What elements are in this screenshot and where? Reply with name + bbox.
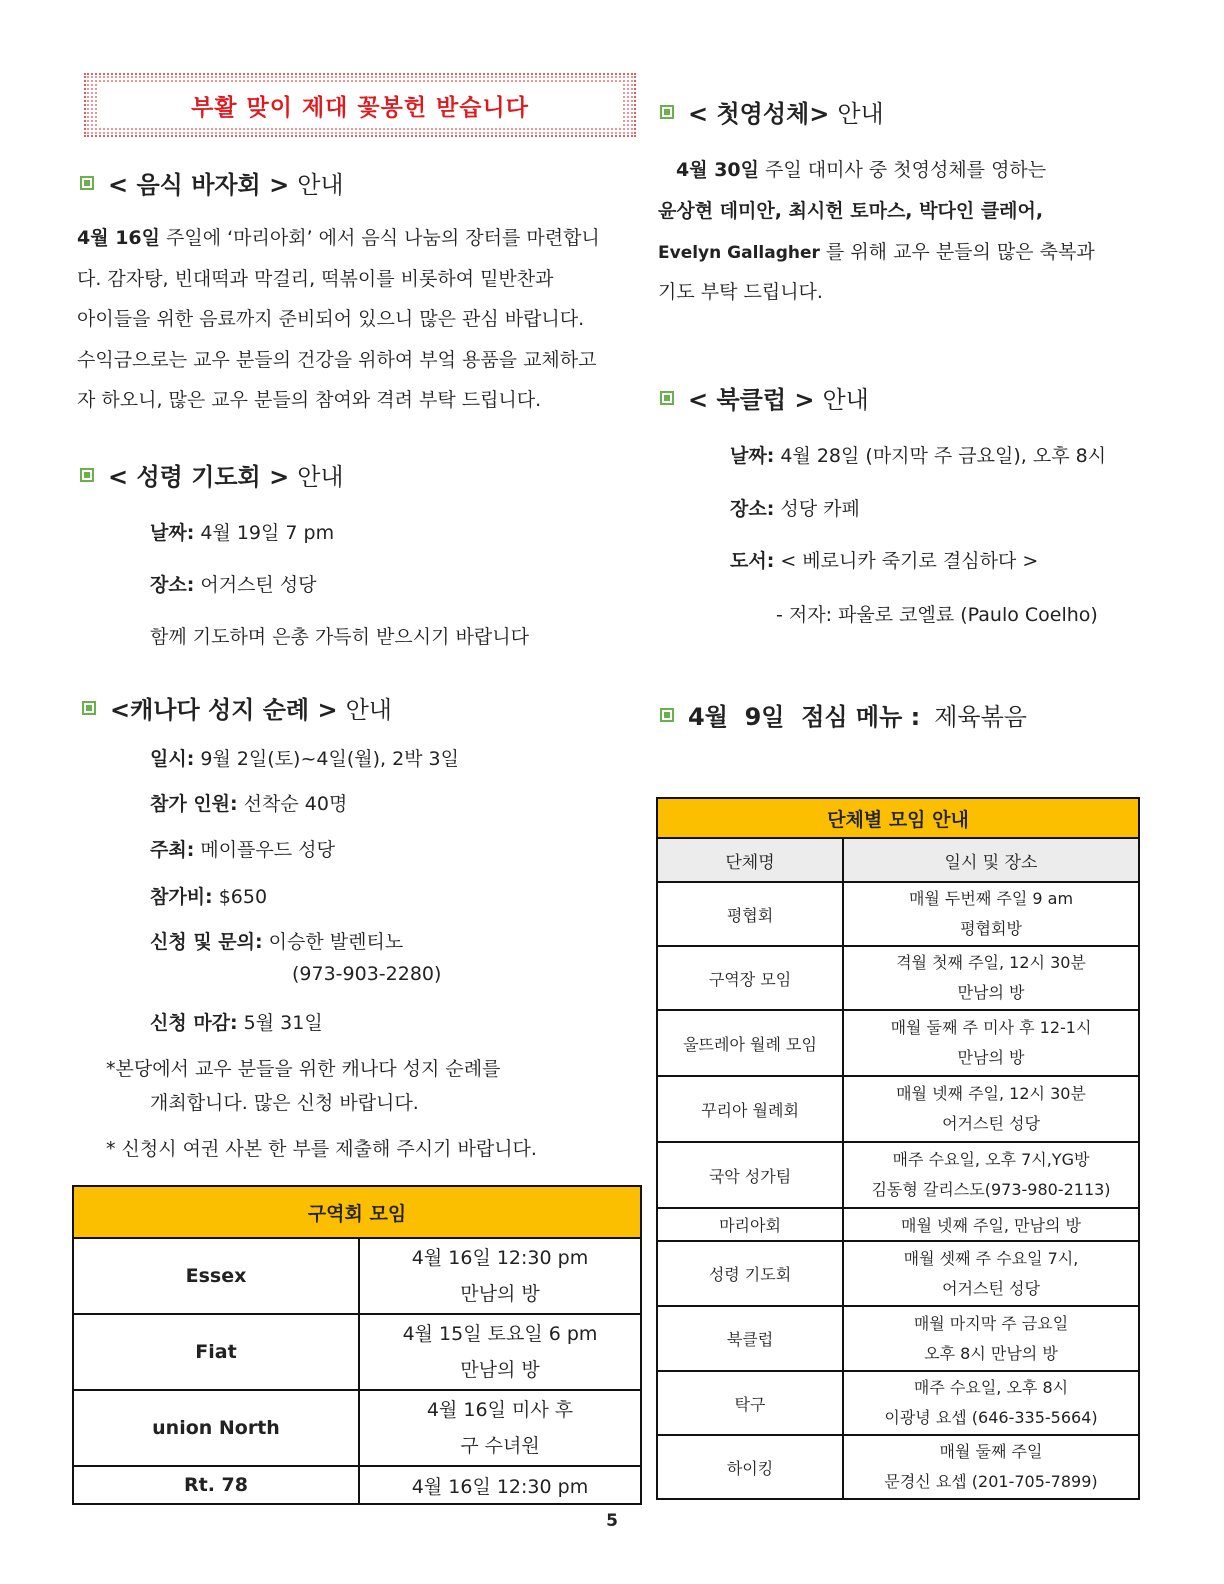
table-row: 구역장 모임 격월 첫째 주일, 12시 30분 만남의 방 (657, 946, 1139, 1010)
table-row: Fiat 4월 15일 토요일 6 pm 만남의 방 (73, 1314, 641, 1390)
banner-text: 부활 맞이 제대 꽃봉헌 받습니다 (98, 83, 622, 127)
checkbox-bullet-icon (660, 391, 674, 405)
easter-flower-banner (84, 73, 636, 137)
pilgrimage-dates: 일시: 9월 2일(토)~4일(월), 2박 3일 (150, 748, 460, 770)
communion-line-4: 기도 부탁 드립니다. (658, 281, 823, 303)
table-row: 꾸리아 월례회 매월 넷째 주일, 12시 30분 어거스틴 성당 (657, 1076, 1139, 1142)
book-club-place: 장소: 성당 카페 (730, 498, 860, 520)
page-number: 5 (606, 1511, 618, 1531)
book-club-author: - 저자: 파울로 코엘료 (Paulo Coelho) (776, 604, 1098, 626)
communion-line-3: Evelyn Gallagher 를 위해 교우 분들의 많은 축복과 (658, 241, 1095, 263)
checkbox-bullet-icon (660, 105, 674, 119)
pilgrimage-host: 주최: 메이플우드 성당 (150, 839, 335, 861)
table-row: Rt. 78 4월 16일 12:30 pm (73, 1466, 641, 1504)
pilgrimage-deadline: 신청 마감: 5월 31일 (150, 1012, 323, 1034)
pilgrimage-capacity: 참가 인원: 선착순 40명 (150, 793, 348, 815)
first-communion-title: < 첫영성체> 안내 (660, 94, 884, 129)
pilgrimage-note-1a: *본당에서 교우 분들을 위한 캐나다 성지 순례를 (106, 1058, 501, 1080)
communion-line-1: 4월 30일 주일 대미사 중 첫영성체를 영하는 (676, 159, 1047, 181)
prayer-date: 날짜: 4월 19일 7 pm (150, 522, 335, 544)
checkbox-bullet-icon (660, 708, 674, 722)
table-row: union North 4월 16일 미사 후 구 수녀원 (73, 1390, 641, 1466)
column-header: 단체명 (657, 838, 843, 882)
table-row: 울뜨레아 월례 모임 매월 둘째 주 미사 후 12-1시 만남의 방 (657, 1010, 1139, 1076)
group-table-header: 단체별 모임 안내 (657, 798, 1139, 838)
book-club-date: 날짜: 4월 28일 (마지막 주 금요일), 오후 8시 (730, 445, 1107, 467)
table-row: 국악 성가팀 매주 수요일, 오후 7시,YG방 김동형 갈리스도(973-980-2113) (657, 1142, 1139, 1208)
pilgrimage-phone: (973-903-2280) (292, 963, 442, 985)
checkbox-bullet-icon (82, 701, 96, 715)
lunch-menu-title: 4월 9일 점심 메뉴 : 제육볶음 (660, 697, 1027, 732)
district-table-header: 구역회 모임 (73, 1186, 641, 1238)
table-row: Essex 4월 16일 12:30 pm 만남의 방 (73, 1238, 641, 1314)
district-meetings-table (72, 1185, 642, 1505)
table-row: 성령 기도회 매월 셋째 주 수요일 7시, 어거스틴 성당 (657, 1241, 1139, 1306)
table-row: 하이킹 매월 둘째 주일 문경신 요셉 (201-705-7899) (657, 1435, 1139, 1499)
book-club-book: 도서: < 베로니카 죽기로 결심하다 > (730, 550, 1039, 572)
checkbox-bullet-icon (80, 468, 94, 482)
table-row: 마리아회 매월 넷째 주일, 만남의 방 (657, 1208, 1139, 1241)
column-header: 일시 및 장소 (843, 838, 1139, 882)
communion-names: 윤상현 데미안, 최시헌 토마스, 박다인 클레어, (658, 200, 1044, 222)
pilgrimage-note-2: * 신청시 여권 사본 한 부를 제출해 주시기 바랍니다. (106, 1138, 537, 1160)
holy-spirit-prayer-title: < 성령 기도회 > 안내 (80, 457, 344, 492)
pilgrimage-contact: 신청 및 문의: 이승한 발렌티노 (150, 931, 404, 953)
book-club-title: < 북클럽 > 안내 (660, 380, 869, 415)
food-bazaar-body: 4월 16일 주일에 ‘마리아회’ 에서 음식 나눔의 장터를 마련합니 다. 감자탕, 빈대떡과 막걸리, 떡볶이를 비롯하여 밑반찬과 아이들을 위한 음료까지 준비되어 있으니 많은 관심 바랍니다. 수익금으로는 교우 분들의 건강을 위하여 부엌 용품을 교체하고 자 하오니, 많은 교우 분들의 참여와 격려 부탁 드립니다. (77, 227, 600, 411)
pilgrimage-note-1b: 개최합니다. 많은 신청 바랍니다. (150, 1092, 419, 1114)
prayer-note: 함께 기도하며 은총 가득히 받으시기 바랍니다 (150, 626, 529, 648)
prayer-place: 장소: 어거스틴 성당 (150, 574, 317, 596)
table-row: 평협회 매월 두번째 주일 9 am 평협회방 (657, 882, 1139, 946)
table-row: 북클럽 매월 마지막 주 금요일 오후 8시 만남의 방 (657, 1306, 1139, 1371)
canada-pilgrimage-title: <캐나다 성지 순례 > 안내 (82, 690, 392, 725)
pilgrimage-fee: 참가비: $650 (150, 886, 268, 908)
table-row: 탁구 매주 수요일, 오후 8시 이광녕 요셉 (646-335-5664) (657, 1371, 1139, 1435)
group-meetings-table (656, 797, 1140, 1500)
checkbox-bullet-icon (80, 176, 94, 190)
food-bazaar-title: < 음식 바자회 > 안내 (80, 165, 344, 200)
